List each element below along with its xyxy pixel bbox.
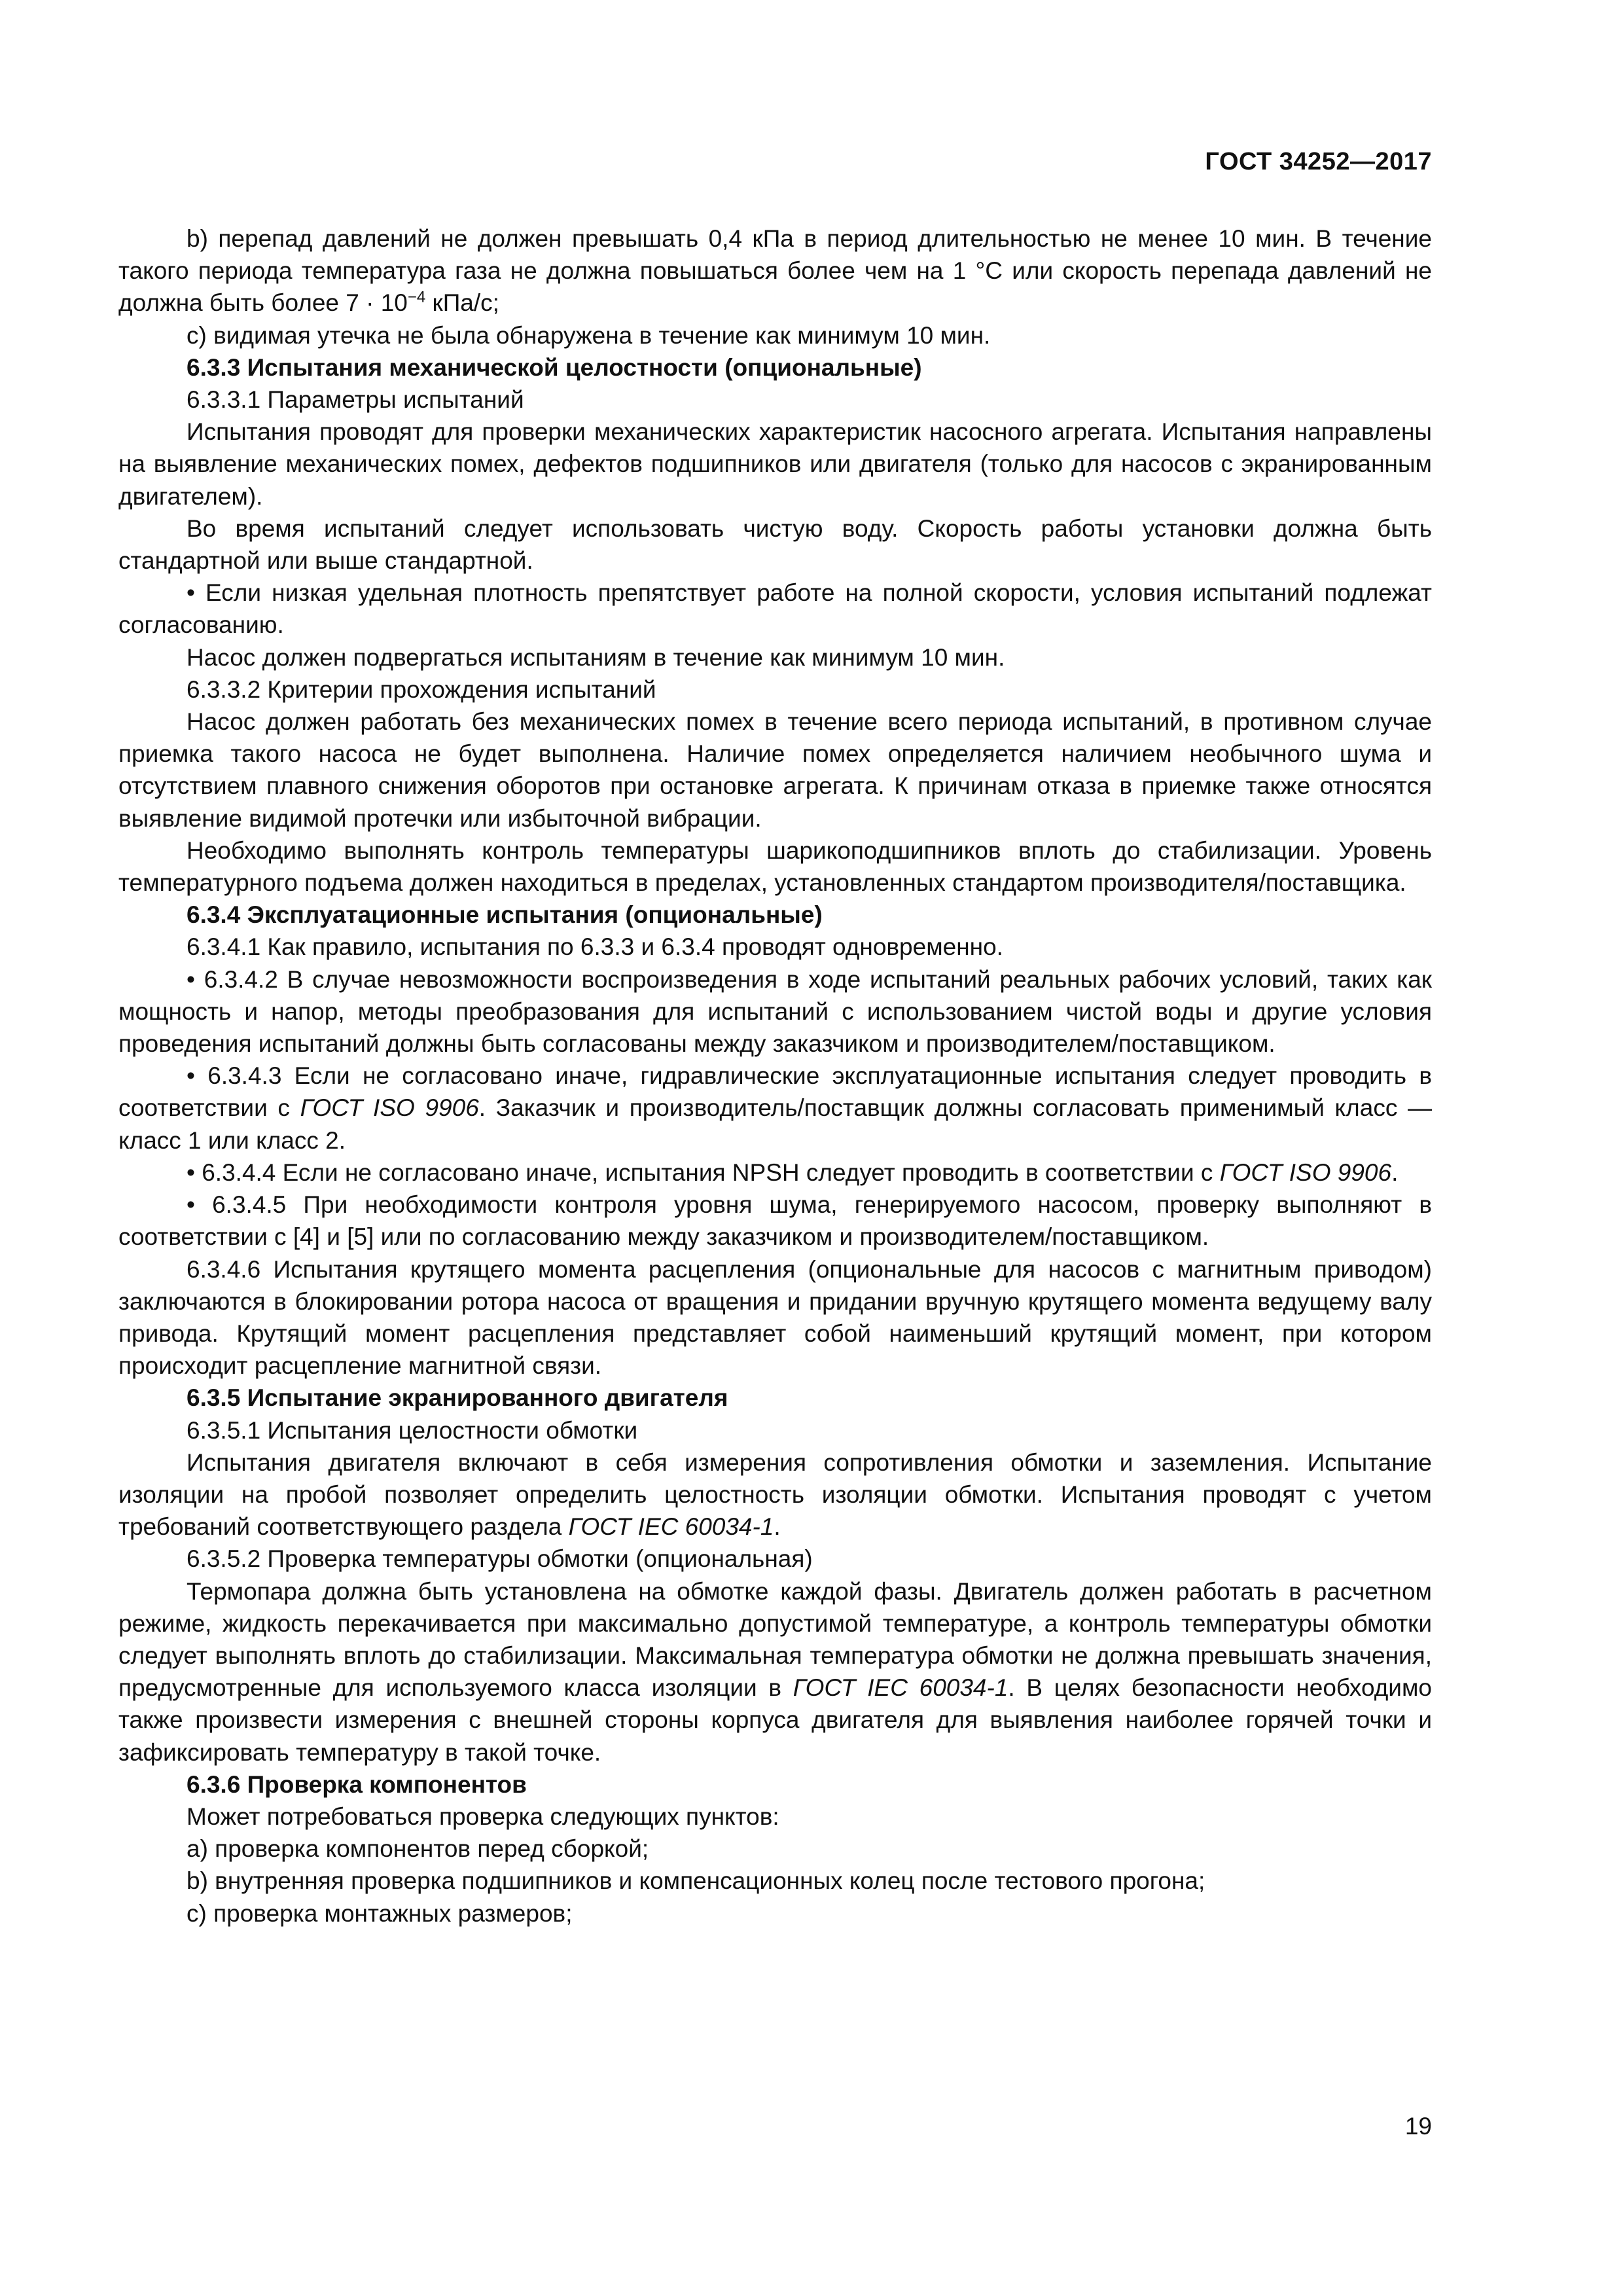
paragraph-leak: c) видимая утечка не была обнаружена в течение как минимум 10 мин. xyxy=(187,321,991,349)
clause-6-3-4-5: • 6.3.4.5 При необходимости контроля уровня шума, генерируемого насосом, проверку выполняют в соответствии с [4] и [5] или по согласованию между заказчиком и производителем/поставщиком. xyxy=(118,1191,1432,1251)
bullet-paragraph: • Если низкая удельная плотность препятствует работе на полной скорости, условия испытаний подлежат согласованию. xyxy=(118,579,1432,639)
paragraph: Испытания проводят для проверки механических характеристик насосного агрегата. Испытания направлены на выявление механических помех, дефектов подшипников или двигателя (только для насосов с экранированным двигателем). xyxy=(118,418,1432,510)
paragraph: Насос должен работать без механических помех в течение всего периода испытаний, в противном случае приемка такого насоса не будет выполнена. Наличие помех определяется наличием необычного шума и отсутствием плавного снижения оборотов при остановке агрегата. К причинам отказа в приемке также относятся выявление видимой протечки или избыточной вибрации. xyxy=(118,708,1432,832)
section-heading-6-3-4: 6.3.4 Эксплуатационные испытания (опциональные) xyxy=(187,901,823,929)
section-heading-6-3-3: 6.3.3 Испытания механической целостности (опциональные) xyxy=(187,353,922,381)
page-number: 19 xyxy=(1404,2113,1432,2140)
document-number: ГОСТ 34252—2017 xyxy=(1205,148,1432,175)
document-body xyxy=(118,223,1432,1929)
standard-reference: ГОСТ ISO 9906 xyxy=(1219,1158,1392,1186)
list-item-b: b) внутренняя проверка подшипников и компенсационных колец после тестового прогона; xyxy=(187,1867,1205,1895)
paragraph: Насос должен подвергаться испытаниям в течение как минимум 10 мин. xyxy=(187,643,1005,671)
clause-6-3-4-1: 6.3.4.1 Как правило, испытания по 6.3.3 и 6.3.4 проводят одновременно. xyxy=(187,933,1003,961)
text-run: . xyxy=(1391,1158,1399,1186)
standard-reference: ГОСТ ISO 9906 xyxy=(300,1094,479,1122)
text-run: . В целях безопасности необходимо также произвести измерения с внешней стороны корпуса двигателя для выявления наиболее горячей точки и зафиксировать температуру в такой точке. xyxy=(118,1674,1432,1766)
section-heading-6-3-6: 6.3.6 Проверка компонентов xyxy=(187,1770,527,1798)
text-run: • 6.3.4.4 Если не согласовано иначе, испытания NPSH следует проводить в соответствии с xyxy=(187,1158,1220,1186)
paragraph xyxy=(118,1446,1432,1543)
list-item-c: c) проверка монтажных размеров; xyxy=(187,1899,573,1927)
clause-6-3-4-2: • 6.3.4.2 В случае невозможности воспроизведения в ходе испытаний реальных рабочих условий, таких как мощность и напор, методы преобразования для испытаний с использованием чистой воды и другие условия проведения испытаний должны быть согласованы между заказчиком и производителем/поставщиком. xyxy=(118,965,1432,1058)
subsection-6-3-5-2: 6.3.5.2 Проверка температуры обмотки (опциональная) xyxy=(187,1545,813,1573)
paragraph-pressure-drop xyxy=(118,223,1432,319)
text-run: Термопара должна быть установлена на обмотке каждой фазы. Двигатель должен работать в расчетном режиме, жидкость перекачивается при максимально допустимой температуре, а контроль температуры обмотки следует выполнять вплоть до стабилизации. Максимальная температура обмотки не должна превышать значения, предусмотренные для используемого класса изоляции в xyxy=(118,1577,1432,1702)
subsection-6-3-3-2: 6.3.3.2 Критерии прохождения испытаний xyxy=(187,675,656,703)
text-run: . Заказчик и производитель/поставщик должны согласовать применимый класс — класс 1 или класс 2. xyxy=(118,1094,1432,1154)
section-heading-6-3-5: 6.3.5 Испытание экранированного двигателя xyxy=(187,1384,728,1412)
text-run: • 6.3.4.3 Если не согласовано иначе, гидравлические эксплуатационные испытания следует проводить в соответствии с xyxy=(118,1062,1432,1122)
paragraph xyxy=(118,1575,1432,1768)
subsection-6-3-3-1: 6.3.3.1 Параметры испытаний xyxy=(187,386,524,414)
text-run: Испытания двигателя включают в себя измерения сопротивления обмотки и заземления. Испытание изоляции на пробой позволяет определить целостность изоляции обмотки. Испытания проводят с учетом требований соответствующего раздела xyxy=(118,1448,1432,1541)
standard-reference: ГОСТ IEC 60034-1 xyxy=(568,1513,774,1541)
standard-reference: ГОСТ IEC 60034-1 xyxy=(793,1674,1008,1702)
paragraph: Необходимо выполнять контроль температуры шарикоподшипников вплоть до стабилизации. Уровень температурного подъема должен находиться в пределах, установленных стандартом производителя/поставщика. xyxy=(118,836,1432,897)
paragraph: Может потребоваться проверка следующих пунктов: xyxy=(187,1803,779,1830)
superscript: −4 xyxy=(407,289,426,307)
paragraph: Во время испытаний следует использовать чистую воду. Скорость работы установки должна быть стандартной или выше стандартной. xyxy=(118,514,1432,575)
text-run: кПа/с; xyxy=(425,289,499,317)
list-item-a: a) проверка компонентов перед сборкой; xyxy=(187,1835,649,1863)
subsection-6-3-5-1: 6.3.5.1 Испытания целостности обмотки xyxy=(187,1416,638,1444)
text-run: . xyxy=(774,1513,781,1541)
clause-6-3-4-3 xyxy=(118,1060,1432,1157)
clause-6-3-4-6: 6.3.4.6 Испытания крутящего момента расцепления (опциональные для насосов с магнитным приводом) заключаются в блокировании ротора насоса от вращения и придании вручную крутящего момента ведущему валу привода. Крутящий момент расцепления представляет собой наименьший крутящий момент, при котором происходит расцепление магнитной связи. xyxy=(118,1255,1432,1380)
clause-6-3-4-4 xyxy=(118,1157,1432,1189)
text-run: b) перепад давлений не должен превышать 0,4 кПа в период длительностью не менее 10 мин. В течение такого периода температура газа не должна повышаться более чем на 1 °C или скорость перепада давлений не должна быть более 7 · 10 xyxy=(118,225,1432,317)
